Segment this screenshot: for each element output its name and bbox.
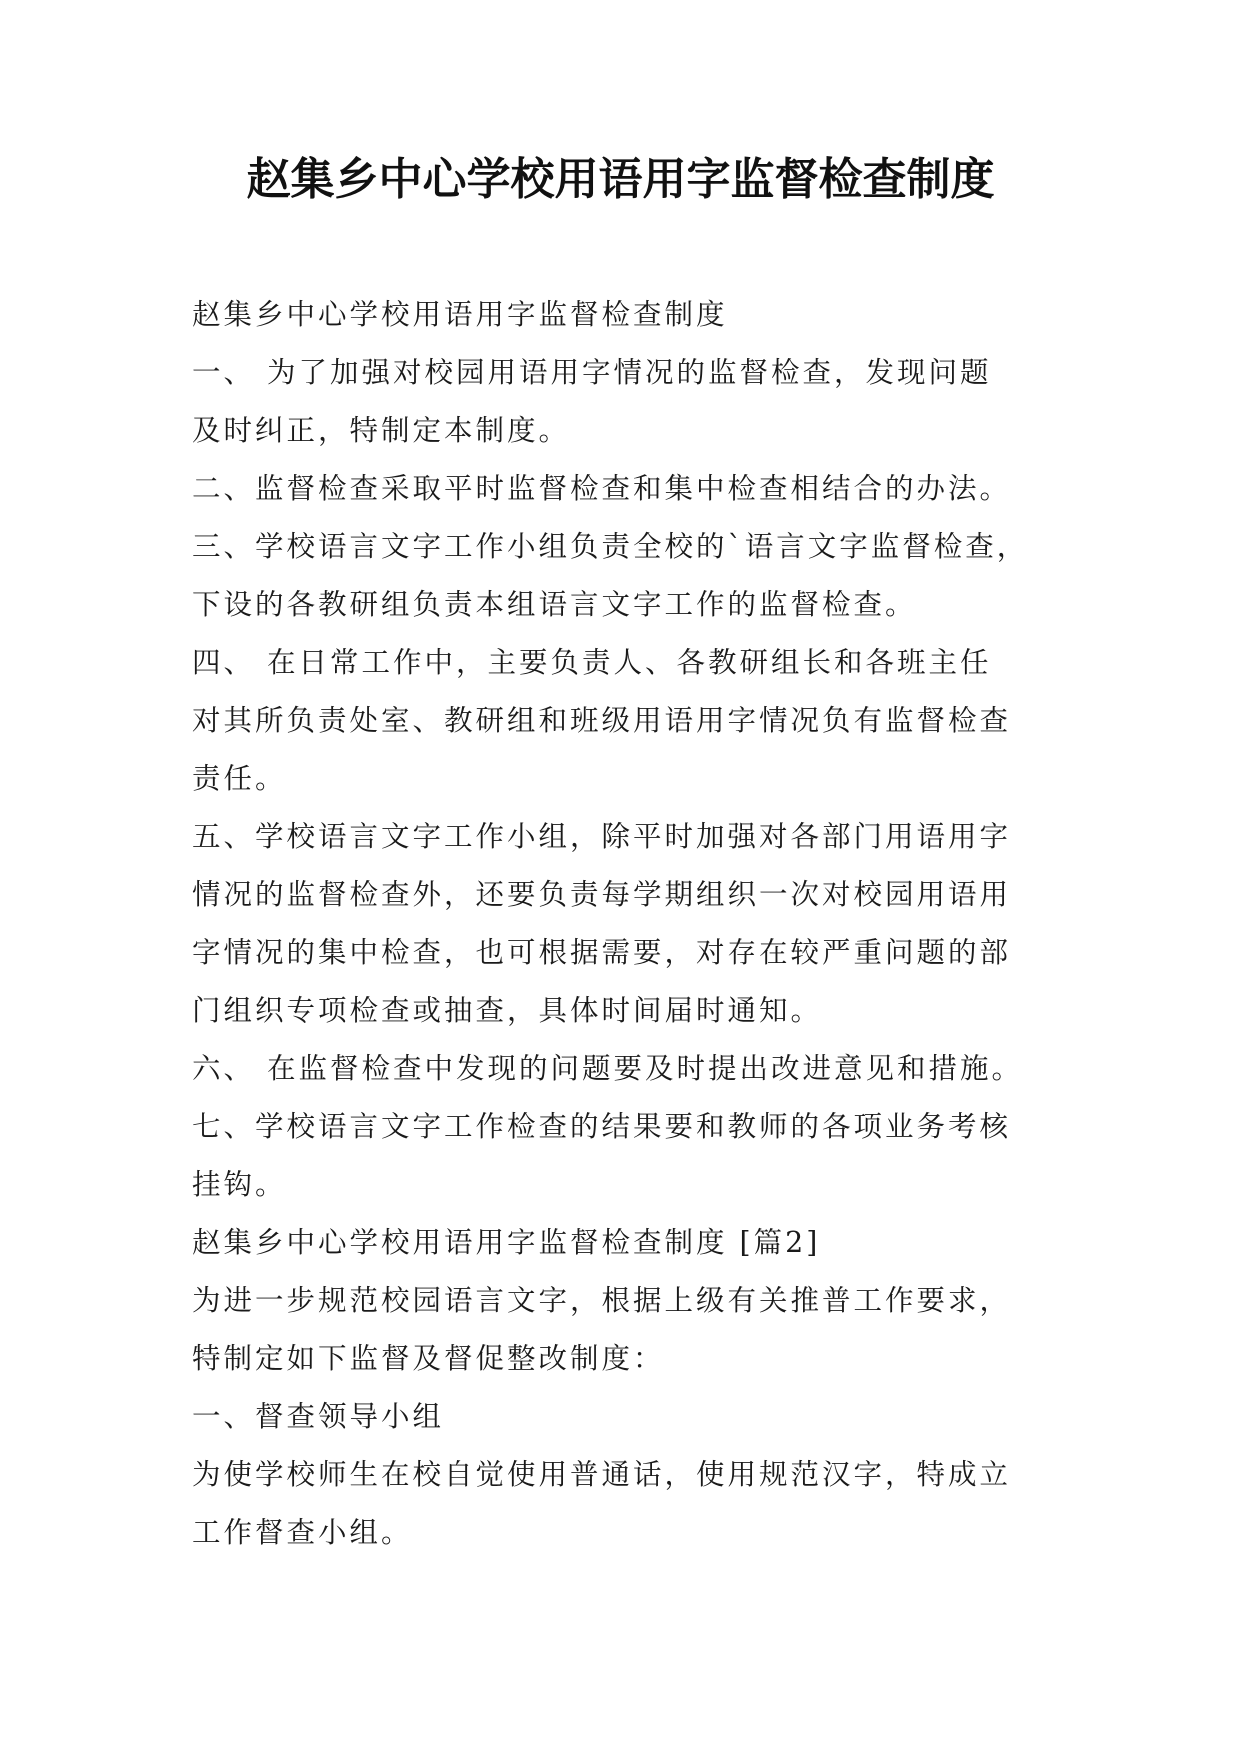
text-line: 字情况的集中检查，也可根据需要，对存在较严重问题的部 — [192, 936, 1012, 969]
text-line: 及时纠正，特制定本制度。 — [192, 414, 571, 447]
text-line: 下设的各教研组负责本组语言文字工作的监督检查。 — [192, 588, 917, 621]
text-line: 赵集乡中心学校用语用字监督检查制度 [篇2] — [192, 1226, 821, 1259]
text-line: 情况的监督检查外，还要负责每学期组织一次对校园用语用 — [192, 878, 1012, 911]
text-line: 为使学校师生在校自觉使用普通话，使用规范汉字，特成立 — [192, 1458, 1012, 1491]
text-line: 三、学校语言文字工作小组负责全校的`语言文字监督检查， — [192, 530, 1029, 563]
text-line: 一、 为了加强对校园用语用字情况的监督检查，发现问题 — [192, 356, 992, 389]
text-line: 为进一步规范校园语言文字，根据上级有关推普工作要求， — [192, 1284, 1012, 1317]
text-line: 对其所负责处室、教研组和班级用语用字情况负有监督检查 — [192, 704, 1012, 737]
text-line: 工作督查小组。 — [192, 1516, 413, 1549]
text-line: 二、监督检查采取平时监督检查和集中检查相结合的办法。 — [192, 472, 1012, 505]
text-line: 责任。 — [192, 762, 287, 795]
text-line: 挂钩。 — [192, 1168, 287, 1201]
text-line: 特制定如下监督及督促整改制度： — [192, 1342, 665, 1375]
text-line: 赵集乡中心学校用语用字监督检查制度 — [192, 298, 728, 331]
text-line: 一、督查领导小组 — [192, 1400, 445, 1433]
document-title: 赵集乡中心学校用语用字监督检查制度 — [246, 154, 995, 205]
text-line: 七、学校语言文字工作检查的结果要和教师的各项业务考核 — [192, 1110, 1012, 1143]
text-line: 四、 在日常工作中，主要负责人、各教研组长和各班主任 — [192, 646, 992, 679]
text-line: 五、学校语言文字工作小组，除平时加强对各部门用语用字 — [192, 820, 1012, 853]
document-body — [192, 286, 1092, 1562]
text-line: 门组织专项检查或抽查，具体时间届时通知。 — [192, 994, 823, 1027]
text-line: 六、 在监督检查中发现的问题要及时提出改进意见和措施。 — [192, 1052, 1024, 1085]
